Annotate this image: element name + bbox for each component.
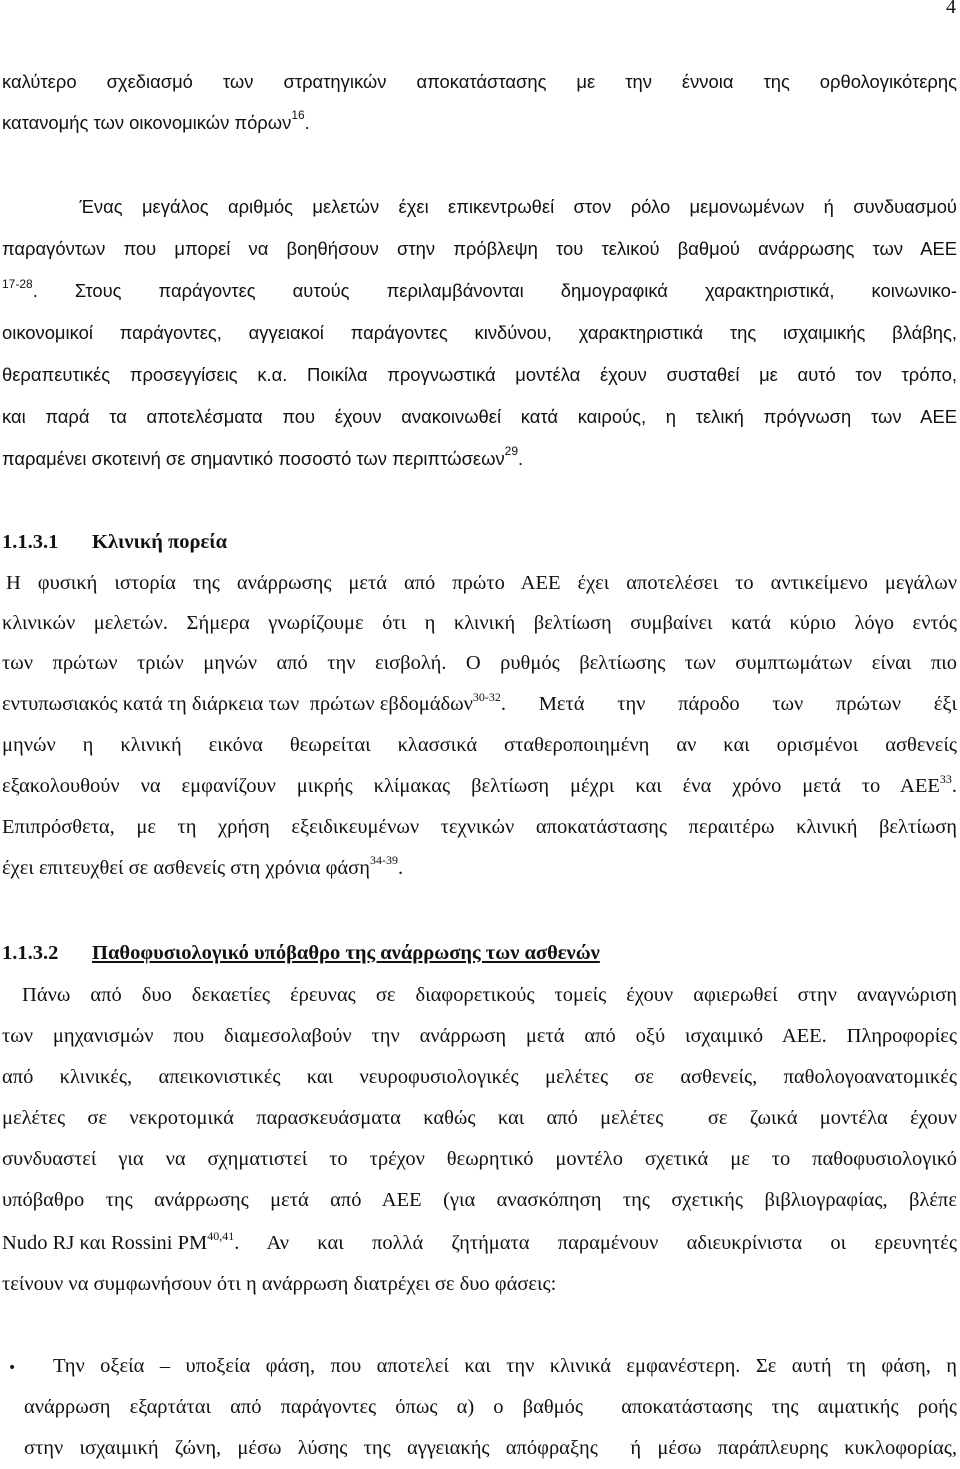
section-number: 1.1.3.2 [2,942,59,964]
para2-line-7 [2,444,957,470]
para1-line-2 [2,108,957,134]
reference-superscript: 34-39 [369,853,398,867]
section1-line-4 [2,690,957,716]
para1-end: . [304,112,310,133]
section1-line-8-text: έχει επιτευχθεί σε ασθενείς στη χρόνια φάση [2,857,370,879]
section2-line-1: Πάνω από δυο δεκαετίες έρευνας σε διαφορετικούς τομείς έχουν αφιερωθεί στην αναγνώριση [2,984,957,1006]
section1-line-8 [2,853,957,880]
section1-line-1: Η φυσική ιστορία της ανάρρωσης μετά από πρώτο ΑΕΕ έχει αποτελέσει το αντικείμενο μεγάλων [6,572,957,594]
section2-line-4: μελέτες σε νεκροτομικά παρασκευάσματα καθώς και από μελέτες σε ζωικά μοντέλα έχουν [2,1107,957,1129]
section-heading-pathophysiology [2,942,600,965]
reference-superscript: 40,41 [207,1229,235,1243]
section1-line-4-text: εντυπωσιακός κατά τη διάρκεια των πρώτων εβδομάδων [2,693,473,715]
section1-line-5: μηνών η κλινική εικόνα θεωρείται κλασσικά σταθεροποιημένη αν και ορισμένοι ασθενείς [2,734,957,756]
para2-line-2: παραγόντων που μπορεί να βοηθήσουν στην πρόβλεψη του τελικού βαθμού ανάρρωσης των ΑΕΕ [2,238,957,259]
reference-superscript: 16 [291,108,305,122]
para2-line-5: θεραπευτικές προσεγγίσεις κ.α. Ποικίλα προγνωστικά μοντέλα έχουν συσταθεί με αυτό τον τρόπο, [2,364,957,385]
para2-line-7-text: παραμένει σκοτεινή σε σημαντικό ποσοστό των περιπτώσεων [2,448,505,469]
section1-line-6-end: . [951,775,957,797]
para2-line-1: Ένας μεγάλος αριθμός μελετών έχει επικεντρωθεί στον ρόλο μεμονωμένων ή συνδυασμού [2,196,957,217]
para2-line-3-text: . Στους παράγοντες αυτούς περιλαμβάνονται δημογραφικά χαρακτηριστικά, κοινωνικο- [32,280,957,301]
para1-line-2-text: κατανομής των οικονομικών πόρων [2,112,292,133]
reference-superscript: 17-28 [2,277,33,291]
section2-line-6: υπόβαθρο της ανάρρωσης μετά από ΑΕΕ (για ανασκόπηση της σχετικής βιβλιογραφίας, βλέπε [2,1189,957,1211]
section1-line-6-text: εξακολουθούν να εμφανίζουν μικρής κλίμακας βελτίωση μέχρι και ένα χρόνο μετά το ΑΕΕ [2,775,940,797]
para2-line-4: οικονομικοί παράγοντες, αγγειακοί παράγοντες κινδύνου, χαρακτηριστικά της ισχαιμικής βλάβης, [2,322,957,343]
section2-line-8: τείνουν να συμφωνήσουν ότι η ανάρρωση διατρέχει σε δυο φάσεις: [2,1273,557,1295]
section1-line-7: Επιπρόσθετα, με τη χρήση εξειδικευμένων τεχνικών αποκατάστασης περαιτέρω κλινική βελτίωση [2,816,957,838]
section-title: Κλινική πορεία [92,531,228,553]
section2-line-5: συνδυαστεί για να σχηματιστεί το τρέχον θεωρητικό μοντέλο σχετικά με το παθοφυσιολογικό [2,1148,957,1170]
section1-line-2: κλινικών μελετών. Σήμερα γνωρίζουμε ότι η κλινική βελτίωση συμβαίνει κατά κύριο λόγο εντός [2,612,957,634]
bullet-icon: • [8,1360,17,1376]
para1-line-1: καλύτερο σχεδιασμό των στρατηγικών αποκατάστασης με την έννοια της ορθολογικότερης [2,71,957,92]
section-title: Παθοφυσιολογικό υπόβαθρο της ανάρρωσης των ασθενών [92,942,600,964]
section2-line-3: από κλινικές, απεικονιστικές και νευροφυσιολογικές μελέτες σε ασθενείς, παθολογοανατομικές [2,1066,957,1088]
section-heading-clinical-course [2,531,227,554]
para2-line-3 [2,277,957,302]
reference-superscript: 33 [939,772,952,786]
section2-line-2: των μηχανισμών που διαμεσολαβούν την ανάρρωση μετά από οξύ ισχαιμικό ΑΕΕ. Πληροφορίες [2,1025,957,1047]
section1-end: . [397,857,404,879]
bullet1-line-3: στην ισχαιμική ζώνη, μέσω λύσης της αγγειακής απόφραξης ή μέσω παράπλευρης κυκλοφορίας, [24,1437,957,1459]
bullet1-line-2: ανάρρωση εξαρτάται από παράγοντες όπως α) ο βαθμός αποκατάστασης της αιματικής ροής [24,1396,957,1418]
section1-line-3: των πρώτων τριών μηνών από την εισβολή. Ο ρυθμός βελτίωσης των συμπτωμάτων είναι πιο [2,652,957,674]
section1-line-4-cont: . Μετά την πάροδο των πρώτων έξι [500,693,957,715]
section1-line-6 [2,772,957,798]
section2-line-7 [2,1229,957,1255]
para2-end: . [518,448,524,469]
para2-line-6: και παρά τα αποτελέσματα που έχουν ανακοινωθεί κατά καιρούς, η τελική πρόγνωση των ΑΕΕ [2,406,957,427]
bullet1-line-1: Την οξεία – υποξεία φάση, που αποτελεί και την κλινικά εμφανέστερη. Σε αυτή τη φάση, η [53,1355,957,1377]
reference-superscript: 30-32 [472,690,501,704]
reference-superscript: 29 [504,444,519,458]
section2-line-7-cont: . Αν και πολλά ζητήματα παραμένουν αδιευκρίνιστα οι ερευνητές [234,1232,957,1254]
section2-line-7-text: Nudo RJ και Rossini PM [2,1232,208,1254]
page-number: 4 [946,0,956,18]
section-number: 1.1.3.1 [2,531,59,553]
